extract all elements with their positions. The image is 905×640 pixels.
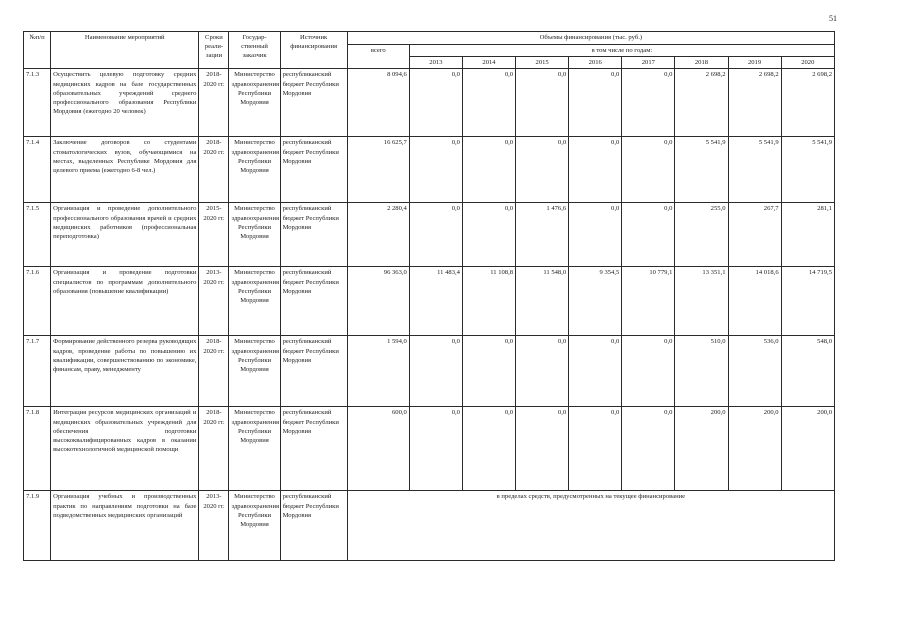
row-number: 7.1.4 (24, 137, 51, 203)
row-value-2015: 1 476,6 (516, 203, 569, 267)
page-number: 51 (829, 14, 837, 23)
row-number: 7.1.9 (24, 491, 51, 561)
header-year-2020: 2020 (781, 57, 834, 69)
row-term: 2013-2020 гг. (199, 491, 229, 561)
row-value-2018: 2 698,2 (675, 69, 728, 137)
row-value-2018: 13 351,1 (675, 267, 728, 336)
row-source: республиканский бюджет Республики Мордовия (280, 137, 347, 203)
row-value-2019: 200,0 (728, 407, 781, 491)
row-activity-name: Интеграция ресурсов медицинских организаций и медицинских образовательных учреждений для обеспечения подготовки высококвалифицированных кадров в оказании высокотехнологичной медицинской помощи (51, 407, 199, 491)
row-client: Министерство здравоохранения Республики Мордовия (229, 491, 280, 561)
row-value-2017: 0,0 (622, 69, 675, 137)
row-total: 16 625,7 (347, 137, 409, 203)
row-value-2018: 510,0 (675, 336, 728, 407)
row-value-2018: 200,0 (675, 407, 728, 491)
row-term: 2018-2020 гг. (199, 336, 229, 407)
row-activity-name: Формирование действенного резерва руководящих кадров, проведение работы по повышению их квалификации, совершенствованию по экономике, финансам, праву, менеджменту (51, 336, 199, 407)
row-number: 7.1.7 (24, 336, 51, 407)
header-year-2017: 2017 (622, 57, 675, 69)
table-row (24, 407, 835, 491)
row-term: 2015-2020 гг. (199, 203, 229, 267)
row-value-2020: 200,0 (781, 407, 834, 491)
row-value-2017: 0,0 (622, 407, 675, 491)
row-number: 7.1.3 (24, 69, 51, 137)
row-value-2017: 0,0 (622, 137, 675, 203)
row-value-2017: 10 779,1 (622, 267, 675, 336)
row-value-2015: 0,0 (516, 407, 569, 491)
row-value-2020: 5 541,9 (781, 137, 834, 203)
row-total: 600,0 (347, 407, 409, 491)
row-value-2014: 0,0 (462, 69, 515, 137)
table-row (24, 137, 835, 203)
row-value-2015: 11 548,0 (516, 267, 569, 336)
row-term: 2018-2020 гг. (199, 137, 229, 203)
header-client: Государ-ственный заказчик (229, 32, 280, 69)
row-client: Министерство здравоохранения Республики Мордовия (229, 267, 280, 336)
row-value-2019: 536,0 (728, 336, 781, 407)
header-total: всего (347, 45, 409, 69)
table-row (24, 491, 835, 561)
row-activity-name: Осуществить целевую подготовку средних медицинских кадров на базе государственных образовательных учреждений среднего профессионального образования Республики Мордовия (ежегодно 20 человек) (51, 69, 199, 137)
header-by-years: в том числе по годам: (409, 45, 834, 57)
row-value-2017: 0,0 (622, 336, 675, 407)
header-year-2016: 2016 (569, 57, 622, 69)
table-row (24, 336, 835, 407)
row-value-2016: 9 354,5 (569, 267, 622, 336)
row-number: 7.1.6 (24, 267, 51, 336)
row-term: 2018-2020 гг. (199, 69, 229, 137)
row-value-2014: 0,0 (462, 407, 515, 491)
header-year-2018: 2018 (675, 57, 728, 69)
row-term: 2013-2020 гг. (199, 267, 229, 336)
row-value-2013: 0,0 (409, 203, 462, 267)
row-value-2020: 14 719,5 (781, 267, 834, 336)
row-activity-name: Организация и проведение подготовки специалистов по программам дополнительного образования (повышение квалификации) (51, 267, 199, 336)
row-value-2015: 0,0 (516, 69, 569, 137)
row-value-2019: 14 018,6 (728, 267, 781, 336)
row-total: 8 094,6 (347, 69, 409, 137)
row-value-2018: 255,0 (675, 203, 728, 267)
row-value-2016: 0,0 (569, 137, 622, 203)
row-client: Министерство здравоохранения Республики Мордовия (229, 203, 280, 267)
header-name: Наименование мероприятий (51, 32, 199, 69)
header-year-2015: 2015 (516, 57, 569, 69)
row-activity-name: Заключение договоров со студентами стоматологических вузов, обучающимися на местах, выделенных Республике Мордовия для целевого приема (ежегодно 6-8 чел.) (51, 137, 199, 203)
row-value-2017: 0,0 (622, 203, 675, 267)
row-source: республиканский бюджет Республики Мордовия (280, 491, 347, 561)
financing-table (23, 31, 835, 561)
row-value-2019: 5 541,9 (728, 137, 781, 203)
row-total: 2 280,4 (347, 203, 409, 267)
row-value-2019: 2 698,2 (728, 69, 781, 137)
row-value-2013: 0,0 (409, 336, 462, 407)
row-value-2016: 0,0 (569, 203, 622, 267)
row-value-2014: 0,0 (462, 336, 515, 407)
row-activity-name: Организация учебных и производственных практик по направлениям подготовки на базе подведомственных медицинских организаций (51, 491, 199, 561)
header-term: Сроки реали-зации (199, 32, 229, 69)
header-year-2013: 2013 (409, 57, 462, 69)
row-value-2016: 0,0 (569, 407, 622, 491)
row-value-2014: 0,0 (462, 203, 515, 267)
header-year-2019: 2019 (728, 57, 781, 69)
row-value-2016: 0,0 (569, 336, 622, 407)
row-value-2020: 2 698,2 (781, 69, 834, 137)
row-total: 1 594,0 (347, 336, 409, 407)
row-client: Министерство здравоохранения Республики Мордовия (229, 69, 280, 137)
row-client: Министерство здравоохранения Республики Мордовия (229, 407, 280, 491)
row-source: республиканский бюджет Республики Мордовия (280, 267, 347, 336)
row-number: 7.1.5 (24, 203, 51, 267)
row-value-2013: 11 483,4 (409, 267, 462, 336)
row-activity-name: Организация и проведение дополнительного профессионального образования врачей и средних медицинских работников (профессиональная переподготовка) (51, 203, 199, 267)
row-financing-note: в пределах средств, предусмотренных на текущее финансирование (347, 491, 834, 561)
header-num: №п/п (24, 32, 51, 69)
row-number: 7.1.8 (24, 407, 51, 491)
row-term: 2018-2020 гг. (199, 407, 229, 491)
header-volume: Объемы финансирования (тыс. руб.) (347, 32, 834, 45)
row-value-2013: 0,0 (409, 407, 462, 491)
row-source: республиканский бюджет Республики Мордовия (280, 69, 347, 137)
row-value-2013: 0,0 (409, 137, 462, 203)
row-value-2013: 0,0 (409, 69, 462, 137)
header-source: Источник финансирования (280, 32, 347, 69)
row-value-2020: 281,1 (781, 203, 834, 267)
table-row (24, 267, 835, 336)
row-value-2015: 0,0 (516, 336, 569, 407)
row-value-2016: 0,0 (569, 69, 622, 137)
row-source: республиканский бюджет Республики Мордовия (280, 203, 347, 267)
row-value-2014: 0,0 (462, 137, 515, 203)
row-source: республиканский бюджет Республики Мордовия (280, 336, 347, 407)
row-value-2015: 0,0 (516, 137, 569, 203)
row-client: Министерство здравоохранения Республики Мордовия (229, 336, 280, 407)
row-value-2018: 5 541,9 (675, 137, 728, 203)
row-value-2014: 11 108,8 (462, 267, 515, 336)
row-source: республиканский бюджет Республики Мордовия (280, 407, 347, 491)
row-total: 96 363,0 (347, 267, 409, 336)
table-row (24, 203, 835, 267)
table-row (24, 69, 835, 137)
header-year-2014: 2014 (462, 57, 515, 69)
row-value-2020: 548,0 (781, 336, 834, 407)
row-client: Министерство здравоохранения Республики Мордовия (229, 137, 280, 203)
row-value-2019: 267,7 (728, 203, 781, 267)
